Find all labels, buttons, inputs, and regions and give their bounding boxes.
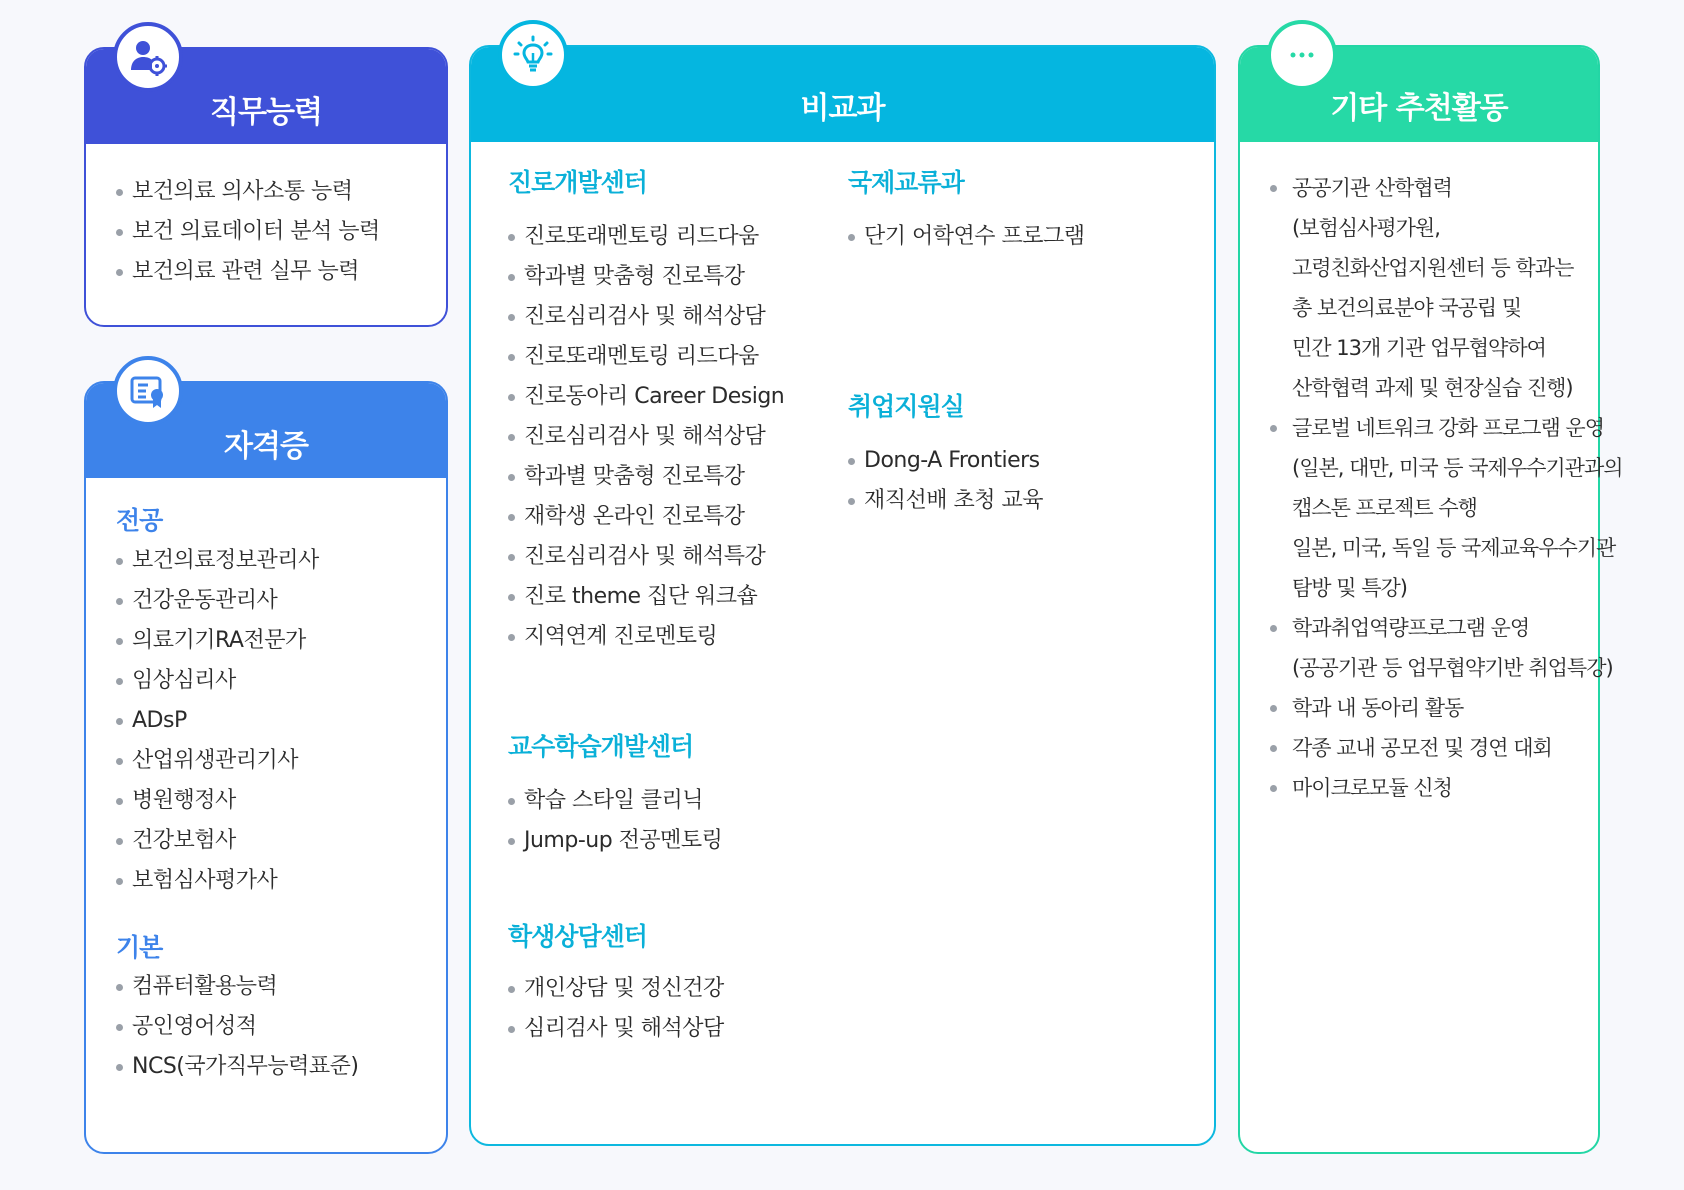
entry-line: (공공기관 등 업무협약기반 취업특강) xyxy=(1292,656,1613,680)
extracurricular-header xyxy=(471,47,1214,142)
extracurricular-card xyxy=(469,45,1216,1146)
list-item: 지역연계 진로멘토링 xyxy=(508,617,784,657)
counseling-center-section xyxy=(508,919,724,1049)
certificate-icon xyxy=(113,356,183,426)
list-item: Dong-A Frontiers xyxy=(848,441,1043,481)
employment-office-title: 취업지원실 xyxy=(848,392,964,421)
list-item: 임상심리사 xyxy=(116,661,446,701)
other-activities-title: 기타 추천활동 xyxy=(1330,91,1508,126)
entry-line: 글로벌 네트워크 강화 프로그램 운영 xyxy=(1292,416,1604,440)
major-list xyxy=(116,541,446,901)
basic-list xyxy=(116,967,446,1087)
list-item: NCS(국가직무능력표준) xyxy=(116,1047,446,1087)
list-item: 진로또래멘토링 리드다움 xyxy=(508,217,784,257)
intl-exchange-title: 국제교류과 xyxy=(848,168,964,197)
entry-line: 고령친화산업지원센터 등 학과는 xyxy=(1292,256,1574,280)
entry-line: (일본, 대만, 미국 등 국제우수기관과의 xyxy=(1292,456,1623,480)
list-item: 개인상담 및 정신건강 xyxy=(508,969,724,1009)
list-item: 진로심리검사 및 해석상담 xyxy=(508,297,784,337)
list-item: 진로동아리 Career Design xyxy=(508,377,784,417)
entry-line: 총 보건의료분야 국공립 및 xyxy=(1292,296,1522,320)
list-item: 재학생 온라인 진로특강 xyxy=(508,497,784,537)
list-item: 공인영어성적 xyxy=(116,1007,446,1047)
entry-line: 일본, 미국, 독일 등 국제교육우수기관 xyxy=(1292,536,1616,560)
teaching-center-section xyxy=(508,729,722,861)
entry-line: 캡스톤 프로젝트 수행 xyxy=(1292,496,1477,520)
certificate-card xyxy=(84,381,448,1154)
lightbulb-icon xyxy=(498,20,568,90)
job-skills-title: 직무능력 xyxy=(210,95,322,130)
major-title: 전공 xyxy=(116,506,163,535)
employment-office-section xyxy=(848,389,1043,521)
extracurricular-title: 비교과 xyxy=(800,91,885,126)
entry-line: (보험심사평가원, xyxy=(1292,216,1440,240)
career-center-section xyxy=(508,165,784,657)
list-item: 건강운동관리사 xyxy=(116,581,446,621)
entry-line: 각종 교내 공모전 및 경연 대회 xyxy=(1292,736,1552,760)
major-section xyxy=(86,478,446,901)
entry-line: 탐방 및 특강) xyxy=(1292,576,1407,600)
list-item: 의료기기RA전문가 xyxy=(116,621,446,661)
list-item: 컴퓨터활용능력 xyxy=(116,967,446,1007)
list-item xyxy=(1270,608,1613,688)
list-item: 병원행정사 xyxy=(116,781,446,821)
list-item: 진로심리검사 및 해석특강 xyxy=(508,537,784,577)
certificate-title: 자격증 xyxy=(224,429,308,464)
list-item: 진로또래멘토링 리드다움 xyxy=(508,337,784,377)
other-activities-list xyxy=(1240,142,1623,808)
job-skills-card xyxy=(84,47,448,327)
list-item xyxy=(1270,728,1588,768)
basic-title: 기본 xyxy=(116,933,163,962)
list-item: 심리검사 및 해석상담 xyxy=(508,1009,724,1049)
entry-line: 산학협력 과제 및 현장실습 진행) xyxy=(1292,376,1573,400)
more-dots-icon xyxy=(1267,20,1337,90)
intl-exchange-list xyxy=(848,217,1085,257)
other-activities-card xyxy=(1238,45,1623,1154)
entry-line: 민간 13개 기관 업무협약하여 xyxy=(1292,336,1546,360)
employment-office-list xyxy=(848,441,1043,521)
list-item xyxy=(1270,768,1588,808)
teaching-center-title: 교수학습개발센터 xyxy=(508,732,694,761)
entry-line: 마이크로모듈 신청 xyxy=(1292,776,1452,800)
list-item xyxy=(1270,688,1588,728)
list-item: 보건 의료데이터 분석 능력 xyxy=(116,212,446,252)
entry-line: 공공기관 산학협력 xyxy=(1292,176,1452,200)
entry-line: 학과 내 동아리 활동 xyxy=(1292,696,1464,720)
teaching-center-list xyxy=(508,781,722,861)
list-item: 진로심리검사 및 해석상담 xyxy=(508,417,784,457)
entry-line: 학과취업역량프로그램 운영 xyxy=(1292,616,1530,640)
list-item: 산업위생관리기사 xyxy=(116,741,446,781)
list-item: ADsP xyxy=(116,701,446,741)
person-gear-icon xyxy=(113,22,183,92)
list-item: 학습 스타일 클리닉 xyxy=(508,781,722,821)
intl-exchange-section xyxy=(848,165,1085,257)
list-item: 진로 theme 집단 워크숍 xyxy=(508,577,784,617)
counseling-center-list xyxy=(508,969,724,1049)
list-item: 보험심사평가사 xyxy=(116,861,446,901)
list-item: 보건의료 의사소통 능력 xyxy=(116,172,446,212)
basic-section xyxy=(86,901,446,1087)
list-item xyxy=(1270,408,1623,608)
list-item: 재직선배 초청 교육 xyxy=(848,481,1043,521)
career-center-list xyxy=(508,217,784,657)
list-item: Jump-up 전공멘토링 xyxy=(508,821,722,861)
career-center-title: 진로개발센터 xyxy=(508,168,647,197)
list-item: 학과별 맞춤형 진로특강 xyxy=(508,257,784,297)
list-item: 건강보험사 xyxy=(116,821,446,861)
job-skills-list xyxy=(86,144,446,292)
counseling-center-title: 학생상담센터 xyxy=(508,922,647,951)
list-item: 보건의료 관련 실무 능력 xyxy=(116,252,446,292)
list-item: 보건의료정보관리사 xyxy=(116,541,446,581)
list-item: 학과별 맞춤형 진로특강 xyxy=(508,457,784,497)
list-item: 단기 어학연수 프로그램 xyxy=(848,217,1085,257)
list-item xyxy=(1270,168,1588,408)
